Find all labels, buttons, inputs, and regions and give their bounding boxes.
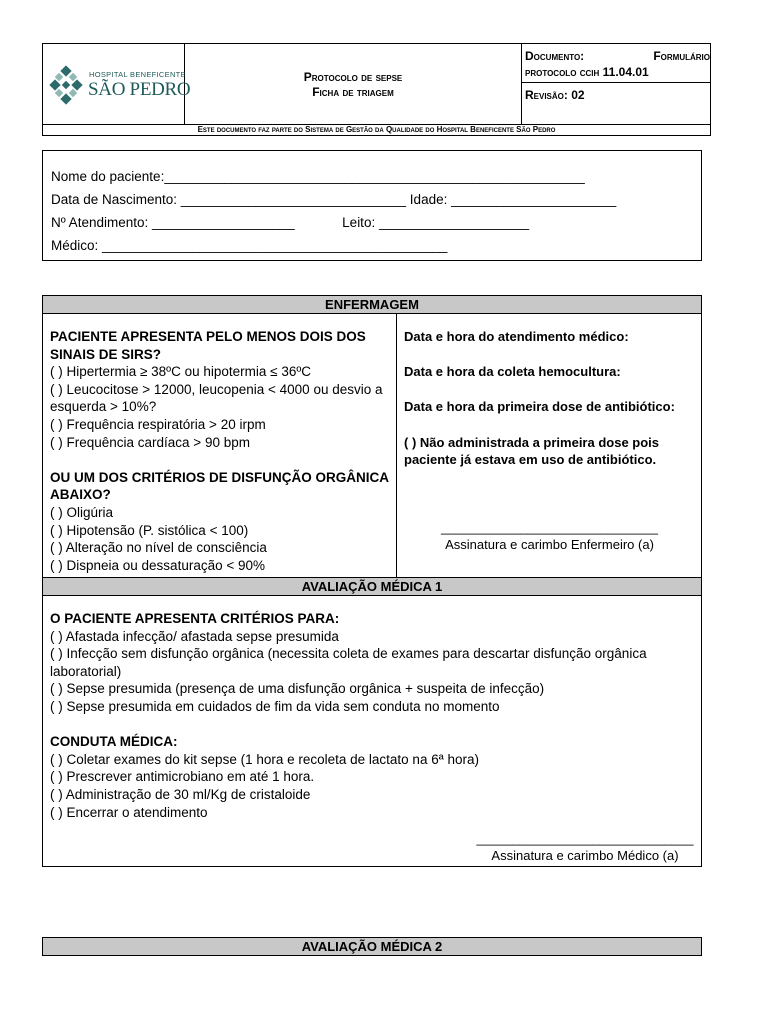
logo-subtitle: HOSPITAL BENEFICENTE <box>89 70 186 79</box>
conduct-option[interactable]: ( ) Administração de 30 ml/Kg de cristaloide <box>50 786 311 802</box>
sirs-heading: PACIENTE APRESENTA PELO MENOS DOIS DOS SINAIS DE SIRS? <box>50 329 366 362</box>
organic-option[interactable]: ( ) Dispneia ou dessaturação < 90% <box>50 557 265 573</box>
quality-note: Este documento faz parte do Sistema de Gestão da Qualidade do Hospital Beneficente São Pedro <box>197 125 556 134</box>
antibiotic-not-administered-option[interactable]: ( ) Não administrada a primeira dose pois paciente já estava em uso de antibiótico. <box>404 434 660 468</box>
conduct-option[interactable]: ( ) Prescrever antimicrobiano em até 1 hora. <box>50 769 315 785</box>
medical-evaluation-1 <box>42 577 702 867</box>
doc-label: Documento: <box>525 49 585 63</box>
patient-info-box <box>42 150 702 261</box>
sirs-option[interactable]: ( ) Hipertermia ≥ 38ºC ou hipotermia ≤ 36ºC <box>50 364 312 380</box>
nurse-signature-line[interactable]: ______________________________ <box>441 520 658 535</box>
header-divider <box>521 44 522 124</box>
medical-attendance-time[interactable]: Data e hora do atendimento médico: <box>404 329 629 344</box>
medical-evaluation-2 <box>42 937 702 956</box>
doctor-signature-label: Assinatura e carimbo Médico (a) <box>491 848 679 863</box>
conduct-option[interactable]: ( ) Coletar exames do kit sepse (1 hora e recoleta de lactato na 6ª hora) <box>50 751 479 767</box>
birth-age-field[interactable]: Data de Nascimento: ______________________________ Idade: ______________________ <box>51 192 617 207</box>
attendance-bed-row <box>51 211 701 234</box>
title-line-2: Ficha de triagem <box>312 85 394 99</box>
organic-option[interactable]: ( ) Oligúria <box>50 504 114 520</box>
criteria-heading: O PACIENTE APRESENTA CRITÉRIOS PARA: <box>50 611 340 626</box>
nurse-signature <box>398 519 701 553</box>
medical-evaluation-1-title: AVALIAÇÃO MÉDICA 1 <box>43 578 701 596</box>
sirs-option[interactable]: ( ) Leucocitose > 12000, leucopenia < 4000 ou desvio a esquerda > 10%? <box>50 381 383 415</box>
doc-code: protocolo ccih 11.04.01 <box>525 65 649 79</box>
medical-evaluation-2-title: AVALIAÇÃO MÉDICA 2 <box>43 938 701 955</box>
blood-culture-time[interactable]: Data e hora da coleta hemocultura: <box>404 364 621 380</box>
doc-type: Formulário <box>653 49 710 63</box>
criteria-option[interactable]: ( ) Sepse presumida (presença de uma disfunção orgânica + suspeita de infecção) <box>50 681 545 697</box>
patient-name-field[interactable]: Nome do paciente:________________________________________________________ <box>51 169 585 184</box>
organic-option[interactable]: ( ) Alteração no nível de consciência <box>50 540 267 556</box>
doctor-signature-line[interactable]: ______________________________ <box>476 831 694 846</box>
nursing-criteria <box>43 314 397 577</box>
nursing-title: ENFERMAGEM <box>43 296 701 314</box>
nurse-signature-label: Assinatura e carimbo Enfermeiro (a) <box>445 537 654 552</box>
document-title <box>185 70 521 100</box>
doctor-signature <box>473 830 697 864</box>
conduct-heading: CONDUTA MÉDICA: <box>50 734 178 750</box>
nursing-times <box>398 314 701 552</box>
hospital-logo <box>49 64 191 106</box>
organic-heading: OU UM DOS CRITÉRIOS DE DISFUNÇÃO ORGÂNICA ABAIXO? <box>50 469 389 503</box>
sirs-option[interactable]: ( ) Frequência cardíaca > 90 bpm <box>50 434 250 450</box>
attendance-field[interactable]: Nº Atendimento: ___________________ <box>51 215 295 230</box>
sirs-option[interactable]: ( ) Frequência respiratória > 20 irpm <box>50 416 266 432</box>
revision: Revisão: 02 <box>525 88 585 102</box>
organic-option[interactable]: ( ) Hipotensão (P. sistólica < 100) <box>50 522 249 538</box>
nursing-section <box>42 295 702 578</box>
document-header <box>42 43 711 136</box>
conduct-option[interactable]: ( ) Encerrar o atendimento <box>50 804 208 820</box>
bed-field[interactable]: Leito: ____________________ <box>342 215 530 230</box>
title-line-1: Protocolo de sepse <box>303 70 403 84</box>
antibiotic-dose-time[interactable]: Data e hora da primeira dose de antibiótico: <box>404 399 675 415</box>
document-info <box>525 48 710 80</box>
doctor-field[interactable]: Médico: ______________________________________________ <box>51 238 448 253</box>
criteria-option[interactable]: ( ) Sepse presumida em cuidados de fim da vida sem conduta no momento <box>50 698 500 714</box>
cross-emblem-icon <box>49 65 83 105</box>
logo-name: SÃO PEDRO <box>88 79 191 100</box>
criteria-option[interactable]: ( ) Infecção sem disfunção orgânica (necessita coleta de exames para descartar disfunção orgânica laboratorial) <box>50 646 647 679</box>
header-divider <box>521 82 710 83</box>
criteria-option[interactable]: ( ) Afastada infecção/ afastada sepse presumida <box>50 628 339 644</box>
